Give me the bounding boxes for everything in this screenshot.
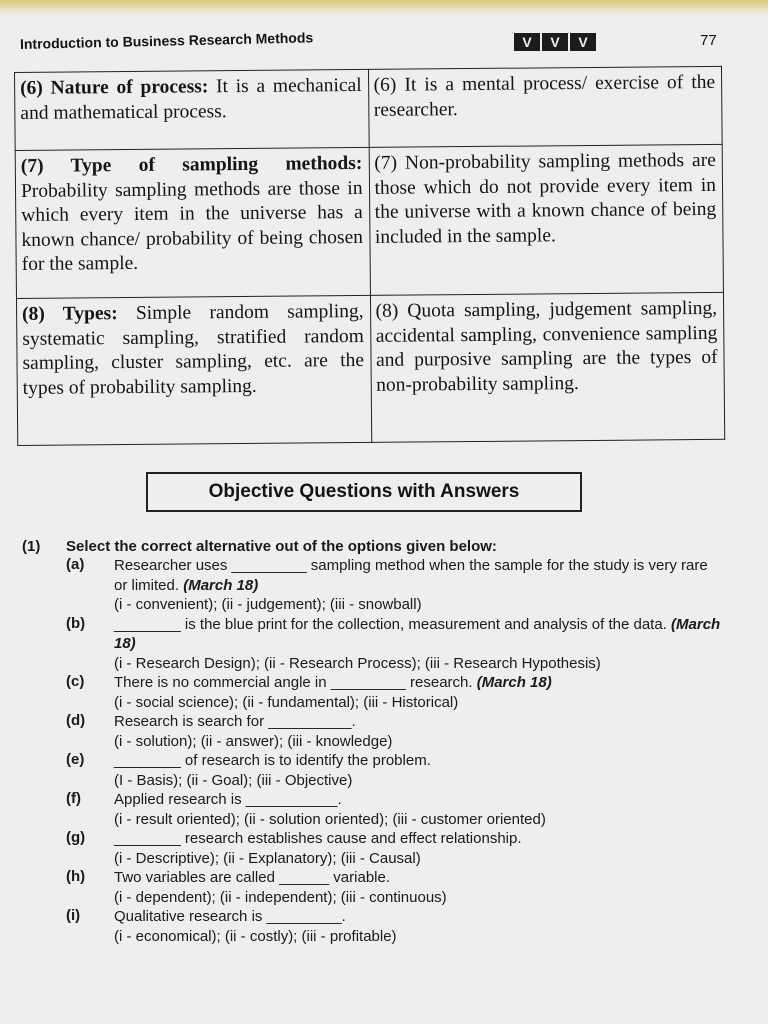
item-text: ________ research establishes cause and effect relationship. [114, 830, 522, 847]
question-header [22, 538, 722, 555]
table-row [15, 66, 723, 150]
item-body [114, 829, 722, 868]
table-row [16, 292, 724, 445]
table-cell-left [15, 147, 370, 298]
cell-label: (8) Types: [22, 303, 118, 325]
item-letter: (a) [66, 556, 85, 573]
item-body [114, 615, 722, 674]
section-heading [146, 472, 582, 512]
item-letter: (b) [66, 614, 86, 632]
item-letter: (h) [66, 868, 86, 885]
question-item [66, 829, 722, 868]
item-letter: (e) [66, 751, 85, 768]
item-letter: (g) [66, 829, 86, 846]
item-text: Applied research is ___________. [114, 791, 342, 808]
cell-label: (6) Nature of process: [20, 76, 209, 99]
item-options: (I - Basis); (ii - Goal); (iii - Objective) [114, 771, 353, 789]
publisher-logo [514, 33, 596, 51]
question-item [66, 868, 722, 907]
cell-text: Simple random sampling, systematic sampling, stratified random sampling, cluster sampling, etc. are the types of probability sampling. [22, 300, 365, 399]
item-options: (i - solution); (ii - answer); (iii - knowledge) [114, 732, 393, 750]
running-title: Introduction to Business Research Methods [19, 29, 314, 52]
table-row [15, 144, 723, 298]
table-cell-left [16, 295, 371, 445]
item-options: (i - result oriented); (ii - solution oriented); (iii - customer oriented) [114, 810, 546, 828]
item-options: (i - economical); (ii - costly); (iii - profitable) [114, 927, 397, 945]
item-text: ________ of research is to identify the problem. [114, 752, 431, 769]
item-text: Qualitative research is _________. [114, 908, 346, 925]
question-prompt: Select the correct alternative out of the options given below: [66, 538, 497, 555]
item-body [114, 712, 722, 751]
page-number: 77 [700, 32, 717, 49]
section-title: Objective Questions with Answers [208, 481, 520, 502]
question-item [66, 556, 722, 615]
item-letter: (c) [66, 673, 85, 690]
item-options: (i - Research Design); (ii - Research Process); (iii - Research Hypothesis) [114, 654, 601, 672]
question-number: (1) [22, 538, 41, 555]
logo-letter: V [542, 33, 568, 51]
table-cell-left [15, 69, 369, 150]
item-text: Two variables are called ______ variable. [114, 869, 390, 886]
table-cell-right: (8) Quota sampling, judgement sampling, accidental sampling, convenience sampling and purposive sampling are the types of non-probability sampling. [370, 292, 725, 442]
item-options: (i - convenient); (ii - judgement); (iii - snowball) [114, 596, 422, 613]
item-options: (i - Descriptive); (ii - Explanatory); (iii - Causal) [114, 849, 421, 867]
question-item [66, 673, 722, 712]
page-top-edge [0, 0, 768, 16]
item-body [114, 907, 722, 946]
logo-letter: V [570, 33, 596, 51]
item-body [114, 751, 722, 790]
question-item [66, 615, 722, 674]
question-item [66, 751, 722, 790]
cell-label: (7) Type of sampling methods: [20, 152, 363, 177]
item-letter: (f) [66, 790, 81, 807]
item-body [114, 556, 722, 615]
item-note: (March 18) [183, 576, 259, 594]
cell-text: It is a mechanical and mathematical process. [20, 74, 362, 124]
item-options: (i - dependent); (ii - independent); (iii - continuous) [114, 888, 447, 906]
item-body [114, 868, 722, 907]
logo-letter: V [514, 33, 540, 51]
question-item [66, 790, 722, 829]
question-block [22, 538, 722, 946]
item-text: ________ is the blue print for the collection, measurement and analysis of the data. [114, 615, 667, 633]
item-letter: (d) [66, 712, 86, 729]
cell-text: Probability sampling methods are those in which every item in the universe has a known chance/ probability of being chosen for the sample. [20, 177, 364, 275]
item-note: (March 18) [114, 615, 721, 652]
item-text: Researcher uses _________ sampling method when the sample for the study is very rare or limited. [114, 557, 708, 594]
item-text: There is no commercial angle in _________ research. [114, 674, 473, 691]
question-item [66, 907, 722, 946]
table-cell-right: (6) It is a mental process/ exercise of the researcher. [368, 66, 722, 147]
comparison-table [14, 66, 725, 446]
item-body [114, 790, 722, 829]
question-item [66, 712, 722, 751]
item-letter: (i) [66, 907, 81, 924]
item-note: (March 18) [476, 674, 552, 691]
item-text: Research is search for __________. [114, 713, 356, 730]
item-options: (i - social science); (ii - fundamental); (iii - Historical) [114, 693, 459, 711]
item-body [114, 673, 722, 712]
table-cell-right: (7) Non-probability sampling methods are those which do not provide every item in the universe with a known chance of being included in the sample. [369, 144, 724, 295]
